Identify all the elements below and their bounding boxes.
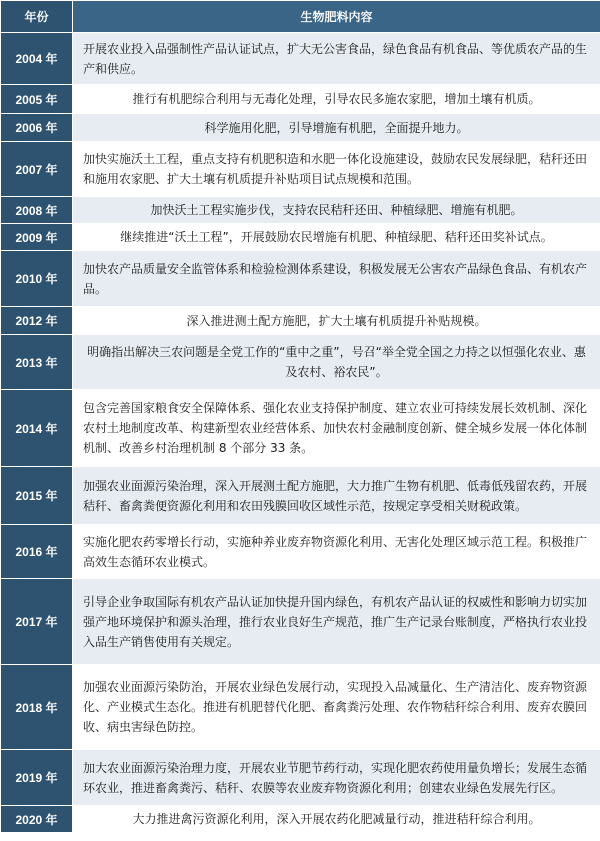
year-cell: 2015 年	[1, 467, 73, 525]
content-cell: 明确指出解决三农问题是全党工作的“重中之重”，号召“举全党全国之力持之以恒强化农业、惠及农村、裕农民”。	[73, 335, 600, 390]
year-cell: 2010 年	[1, 251, 73, 307]
content-cell: 推行有机肥综合利用与无毒化处理，引导农民多施农家肥，增加土壤有机质。	[73, 85, 600, 114]
header-year: 年份	[1, 1, 73, 33]
content-cell: 开展农业投入品强制性产品认证试点，扩大无公害食品，绿色食品有机食品、等优质农产品的生产和供应。	[73, 33, 600, 85]
table-row	[1, 224, 600, 251]
year-cell: 2013 年	[1, 335, 73, 390]
content-cell: 加强农业面源污染防治，开展农业绿色发展行动，实现投入品减量化、生产清洁化、废弃物资源化、产业模式生态化。推进有机肥替代化肥、畜禽粪污处理、农作物秸秆综合利用、废弃农膜回收、病虫害绿色防控。	[73, 665, 600, 750]
year-cell: 2004 年	[1, 33, 73, 85]
content-cell: 大力推进禽污资源化利用，深入开展农药化肥减量行动，推进秸秆综合利用。	[73, 806, 600, 833]
table-row	[1, 525, 600, 579]
year-cell: 2009 年	[1, 224, 73, 251]
table-row	[1, 114, 600, 142]
table-row	[1, 251, 600, 307]
content-cell: 加快沃土工程实施步伐，支持农民秸秆还田、种植绿肥、增施有机肥。	[73, 197, 600, 224]
year-cell: 2012 年	[1, 307, 73, 335]
content-cell: 加快农产品质量安全监管体系和检验检测体系建设，积极发展无公害农产品绿色食品、有机农产品。	[73, 251, 600, 307]
year-cell: 2018 年	[1, 665, 73, 750]
year-cell: 2014 年	[1, 390, 73, 467]
content-cell: 加强农业面源污染治理，深入开展测土配方施肥，大力推广生物有机肥、低毒低残留农药，开展秸秆、畜禽粪便资源化利用和农田残膜回收区域性示范，按规定享受相关财税政策。	[73, 467, 600, 525]
content-cell: 深入推进测土配方施肥，扩大土壤有机质提升补贴规模。	[73, 307, 600, 335]
year-cell: 2008 年	[1, 197, 73, 224]
content-cell: 加快实施沃土工程，重点支持有机肥积造和水肥一体化设施建设，鼓励农民发展绿肥，秸秆还田和施用农家肥、扩大土壤有机质提升补贴项目试点规模和范围。	[73, 142, 600, 197]
table-row	[1, 579, 600, 665]
table-row	[1, 390, 600, 467]
table-header-row	[1, 1, 600, 33]
table-row	[1, 806, 600, 833]
table-row	[1, 750, 600, 806]
header-content: 生物肥料内容	[73, 1, 600, 33]
year-cell: 2007 年	[1, 142, 73, 197]
content-cell: 实施化肥农药零增长行动，实施种养业废弃物资源化利用、无害化处理区域示范工程。积极推广高效生态循环农业模式。	[73, 525, 600, 579]
content-cell: 加大农业面源污染治理力度，开展农业节肥节药行动，实现化肥农药使用量负增长；发展生态循环农业，推进畜禽粪污、秸秆、农膜等农业废弃物资源化利用；创建农业绿色发展先行区。	[73, 750, 600, 806]
content-cell: 继续推进“沃土工程”，开展鼓励农民增施有机肥、种植绿肥、秸秆还田奖补试点。	[73, 224, 600, 251]
year-cell: 2020 年	[1, 806, 73, 833]
table-row	[1, 307, 600, 335]
table-row	[1, 142, 600, 197]
year-cell: 2005 年	[1, 85, 73, 114]
table-row	[1, 335, 600, 390]
content-cell: 科学施用化肥，引导增施有机肥，全面提升地力。	[73, 114, 600, 142]
year-cell: 2017 年	[1, 579, 73, 665]
year-cell: 2016 年	[1, 525, 73, 579]
content-cell: 包含完善国家粮食安全保障体系、强化农业支持保护制度、建立农业可持续发展长效机制、深化农村土地制度改革、构建新型农业经营体系、加快农村金融制度创新、健全城乡发展一体化体制机制、改善乡村治理机制 8 个部分 33 条。	[73, 390, 600, 467]
table-row	[1, 665, 600, 750]
table-row	[1, 197, 600, 224]
table-row	[1, 85, 600, 114]
year-cell: 2006 年	[1, 114, 73, 142]
table-row	[1, 33, 600, 85]
table-row	[1, 467, 600, 525]
content-cell: 引导企业争取国际有机农产品认证加快提升国内绿色，有机农产品认证的权威性和影响力切实加强产地环境保护和源头治理，推行农业良好生产规范，推广生产记录台账制度，严格执行农业投入品生产销售使用有关规定。	[73, 579, 600, 665]
year-cell: 2019 年	[1, 750, 73, 806]
